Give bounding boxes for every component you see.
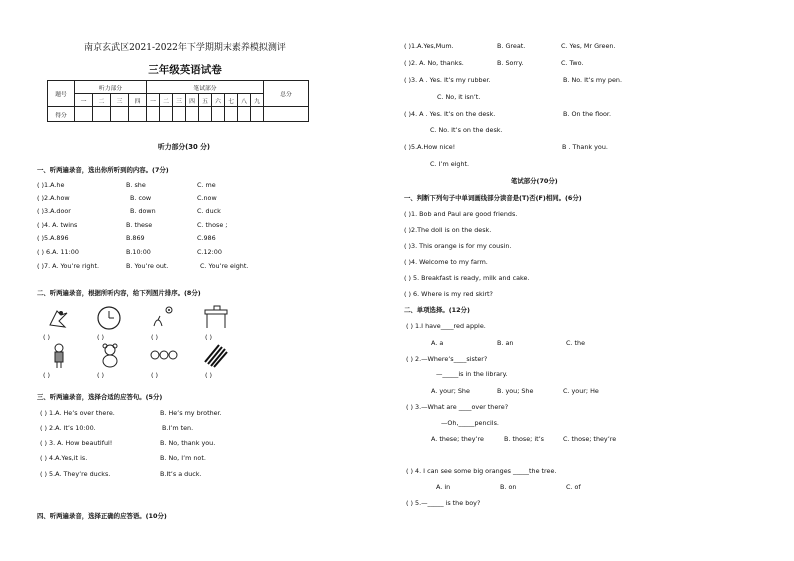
- option-b: B. those; it’s: [504, 435, 545, 443]
- option-c: C. the: [566, 339, 586, 347]
- option-c: C. those ;: [197, 221, 228, 229]
- option-b: B.It’s a duck.: [160, 470, 202, 478]
- option-b: B. He’s my brother.: [160, 409, 222, 417]
- answer-paren[interactable]: ( ): [43, 371, 51, 379]
- option-b: B. you; She: [497, 387, 534, 395]
- score-cell[interactable]: [186, 107, 199, 122]
- option-b: B. No, thank you.: [160, 439, 216, 447]
- tf-item: ( ) 6. Where is my red skirt?: [404, 290, 493, 298]
- option-b: B.I’m ten.: [162, 424, 194, 432]
- tf-item: ( )2.The doll is on the desk.: [404, 226, 492, 234]
- writing-col: 六: [212, 94, 225, 107]
- row-label-number: 题号: [48, 81, 75, 107]
- question-line2: —_____is in the library.: [436, 370, 508, 378]
- writing-col: 八: [238, 94, 251, 107]
- score-cell[interactable]: [199, 107, 212, 122]
- score-row-label: 得分: [48, 107, 75, 122]
- question-text: ( ) 4.A.Yes,it is.: [40, 454, 88, 462]
- option-c: C. I’m eight.: [430, 160, 470, 168]
- option-b: B. You’re out.: [126, 262, 169, 270]
- option-b: B. down: [130, 207, 156, 215]
- option-c: C. duck: [197, 207, 221, 215]
- question-text: ( ) 2.—Where’s____sister?: [406, 355, 488, 363]
- option-b: B. cow: [130, 194, 152, 202]
- score-cell[interactable]: [238, 107, 251, 122]
- question-text: ( ) 3.—What are ____over there?: [406, 403, 509, 411]
- question-text: ( )1.A.he: [37, 181, 65, 189]
- option-b: B. No, I’m not.: [160, 454, 206, 462]
- option-b: B. On the floor.: [563, 110, 611, 118]
- option-b: B. these: [126, 221, 153, 229]
- score-cell[interactable]: [93, 107, 111, 122]
- question-text: ( )1.A.Yes,Mum.: [404, 42, 454, 50]
- option-c: C. those; they’re: [563, 435, 617, 443]
- question-text: ( ) 5.—_____ is the boy?: [406, 499, 481, 507]
- option-b: B. she: [126, 181, 146, 189]
- question-text: ( ) 1.A. He’s over there.: [40, 409, 115, 417]
- option-b: B.10:00: [126, 248, 151, 256]
- tf-item: ( ) 5. Breakfast is ready, milk and cake.: [404, 274, 530, 282]
- score-cell[interactable]: [173, 107, 186, 122]
- writing-col: 一: [147, 94, 160, 107]
- tf-item: ( )4. Welcome to my farm.: [404, 258, 488, 266]
- subject-title: 三年级英语试卷: [148, 64, 222, 76]
- bear-icon: [98, 343, 122, 369]
- question-text: ( )2.A.how: [37, 194, 70, 202]
- score-cell[interactable]: [251, 107, 264, 122]
- bird-icon: [45, 305, 71, 331]
- w-section1-title: 一、判断下列句子中单词画线部分读音是(T)否(F)相同。(6分): [404, 194, 582, 202]
- question-text: ( )4. A . Yes. It’s on the desk.: [404, 110, 496, 118]
- exam-title: 南京玄武区2021-2022年下学期期末素养模拟测评: [84, 43, 286, 53]
- option-b: B. No. It’s my pen.: [563, 76, 622, 84]
- answer-paren[interactable]: ( ): [151, 371, 159, 379]
- question-text: ( ) 2.A. It’s 10:00.: [40, 424, 96, 432]
- option-c: C.986: [197, 234, 216, 242]
- question-text: ( )5.A.How nice!: [404, 143, 456, 151]
- question-text: ( ) 6.A. 11:00: [37, 248, 79, 256]
- option-b: B.869: [126, 234, 145, 242]
- oranges-icon: [150, 348, 178, 362]
- score-cell[interactable]: [212, 107, 225, 122]
- listening-col: 四: [129, 94, 147, 107]
- score-cell[interactable]: [225, 107, 238, 122]
- writing-header: 笔试部分(70分): [511, 177, 558, 185]
- section4-title: 四、听两遍录音，选择正确的应答语。(10分): [37, 512, 167, 520]
- desk-icon: [202, 304, 230, 330]
- answer-paren[interactable]: ( ): [151, 333, 159, 341]
- question-text: ( )2. A. No, thanks.: [404, 59, 464, 67]
- option-b: B. an: [497, 339, 514, 347]
- option-a: A. in: [436, 483, 451, 491]
- writing-col: 三: [173, 94, 186, 107]
- answer-paren[interactable]: ( ): [97, 333, 105, 341]
- writing-part-label: 笔试部分: [147, 81, 264, 94]
- score-cell[interactable]: [75, 107, 93, 122]
- option-c: C.now: [197, 194, 217, 202]
- girl-icon: [49, 343, 69, 369]
- option-c: C. your; He: [563, 387, 599, 395]
- section3-title: 三、听两遍录音，选择合适的应答句。(5分): [37, 393, 163, 401]
- section2-title: 二、听两遍录音，根据所听内容，给下列图片排序。(8分): [37, 289, 201, 297]
- option-c: C. You’re eight.: [200, 262, 249, 270]
- listening-col: 二: [93, 94, 111, 107]
- listening-col: 三: [111, 94, 129, 107]
- option-c: C. No. It’s on the desk.: [430, 126, 503, 134]
- pencils-icon: [203, 342, 229, 368]
- writing-col: 九: [251, 94, 264, 107]
- option-c: C.12:00: [197, 248, 222, 256]
- writing-col: 五: [199, 94, 212, 107]
- option-c: C. of: [566, 483, 581, 491]
- writing-col: 四: [186, 94, 199, 107]
- question-text: ( )3. A . Yes. It’s my rubber.: [404, 76, 491, 84]
- total-score-cell[interactable]: [264, 107, 309, 122]
- answer-paren[interactable]: ( ): [43, 333, 51, 341]
- answer-paren[interactable]: ( ): [205, 333, 213, 341]
- apple-icon: [150, 304, 176, 332]
- question-text: ( ) 3. A. How beautiful!: [40, 439, 113, 447]
- listening-header: 听力部分(30 分): [158, 143, 211, 151]
- question-line2: —Oh,_____pencils.: [441, 419, 499, 427]
- score-cell[interactable]: [160, 107, 173, 122]
- option-a: A. your; She: [431, 387, 470, 395]
- question-text: ( )3.A.door: [37, 207, 71, 215]
- clock-icon: [96, 304, 122, 332]
- option-b: B. Sorry.: [497, 59, 524, 67]
- listening-col: 一: [75, 94, 93, 107]
- section1-title: 一、听两遍录音，选出你所听到的内容。(7分): [37, 166, 169, 174]
- answer-paren[interactable]: ( ): [97, 371, 105, 379]
- option-b: B. Great.: [497, 42, 526, 50]
- question-text: ( ) 4. I can see some big oranges _____the tree.: [406, 467, 557, 475]
- option-c: C. No, it isn’t.: [437, 93, 481, 101]
- question-text: ( )7. A. You’re right.: [37, 262, 100, 270]
- score-cell[interactable]: [111, 107, 129, 122]
- option-c: C. Yes, Mr Green.: [561, 42, 616, 50]
- question-text: ( ) 5.A. They’re ducks.: [40, 470, 111, 478]
- option-c: C. Two.: [561, 59, 584, 67]
- total-label: 总分: [264, 81, 309, 107]
- option-c: C. me: [197, 181, 216, 189]
- writing-col: 七: [225, 94, 238, 107]
- writing-col: 二: [160, 94, 173, 107]
- tf-item: ( )1. Bob and Paul are good friends.: [404, 210, 518, 218]
- score-cell[interactable]: [129, 107, 147, 122]
- tf-item: ( )3. This orange is for my cousin.: [404, 242, 512, 250]
- w-section2-title: 二、单项选择。(12分): [404, 306, 470, 314]
- listening-part-label: 听力部分: [75, 81, 147, 94]
- option-b: B. on: [500, 483, 517, 491]
- option-a: A. a: [431, 339, 444, 347]
- score-cell[interactable]: [147, 107, 160, 122]
- option-a: A. these; they’re: [431, 435, 484, 443]
- question-text: ( )5.A.896: [37, 234, 69, 242]
- answer-paren[interactable]: ( ): [205, 371, 213, 379]
- question-text: ( ) 1.I have____red apple.: [406, 322, 486, 330]
- option-b: B . Thank you.: [562, 143, 608, 151]
- question-text: ( )4. A. twins: [37, 221, 78, 229]
- score-table: [47, 80, 309, 122]
